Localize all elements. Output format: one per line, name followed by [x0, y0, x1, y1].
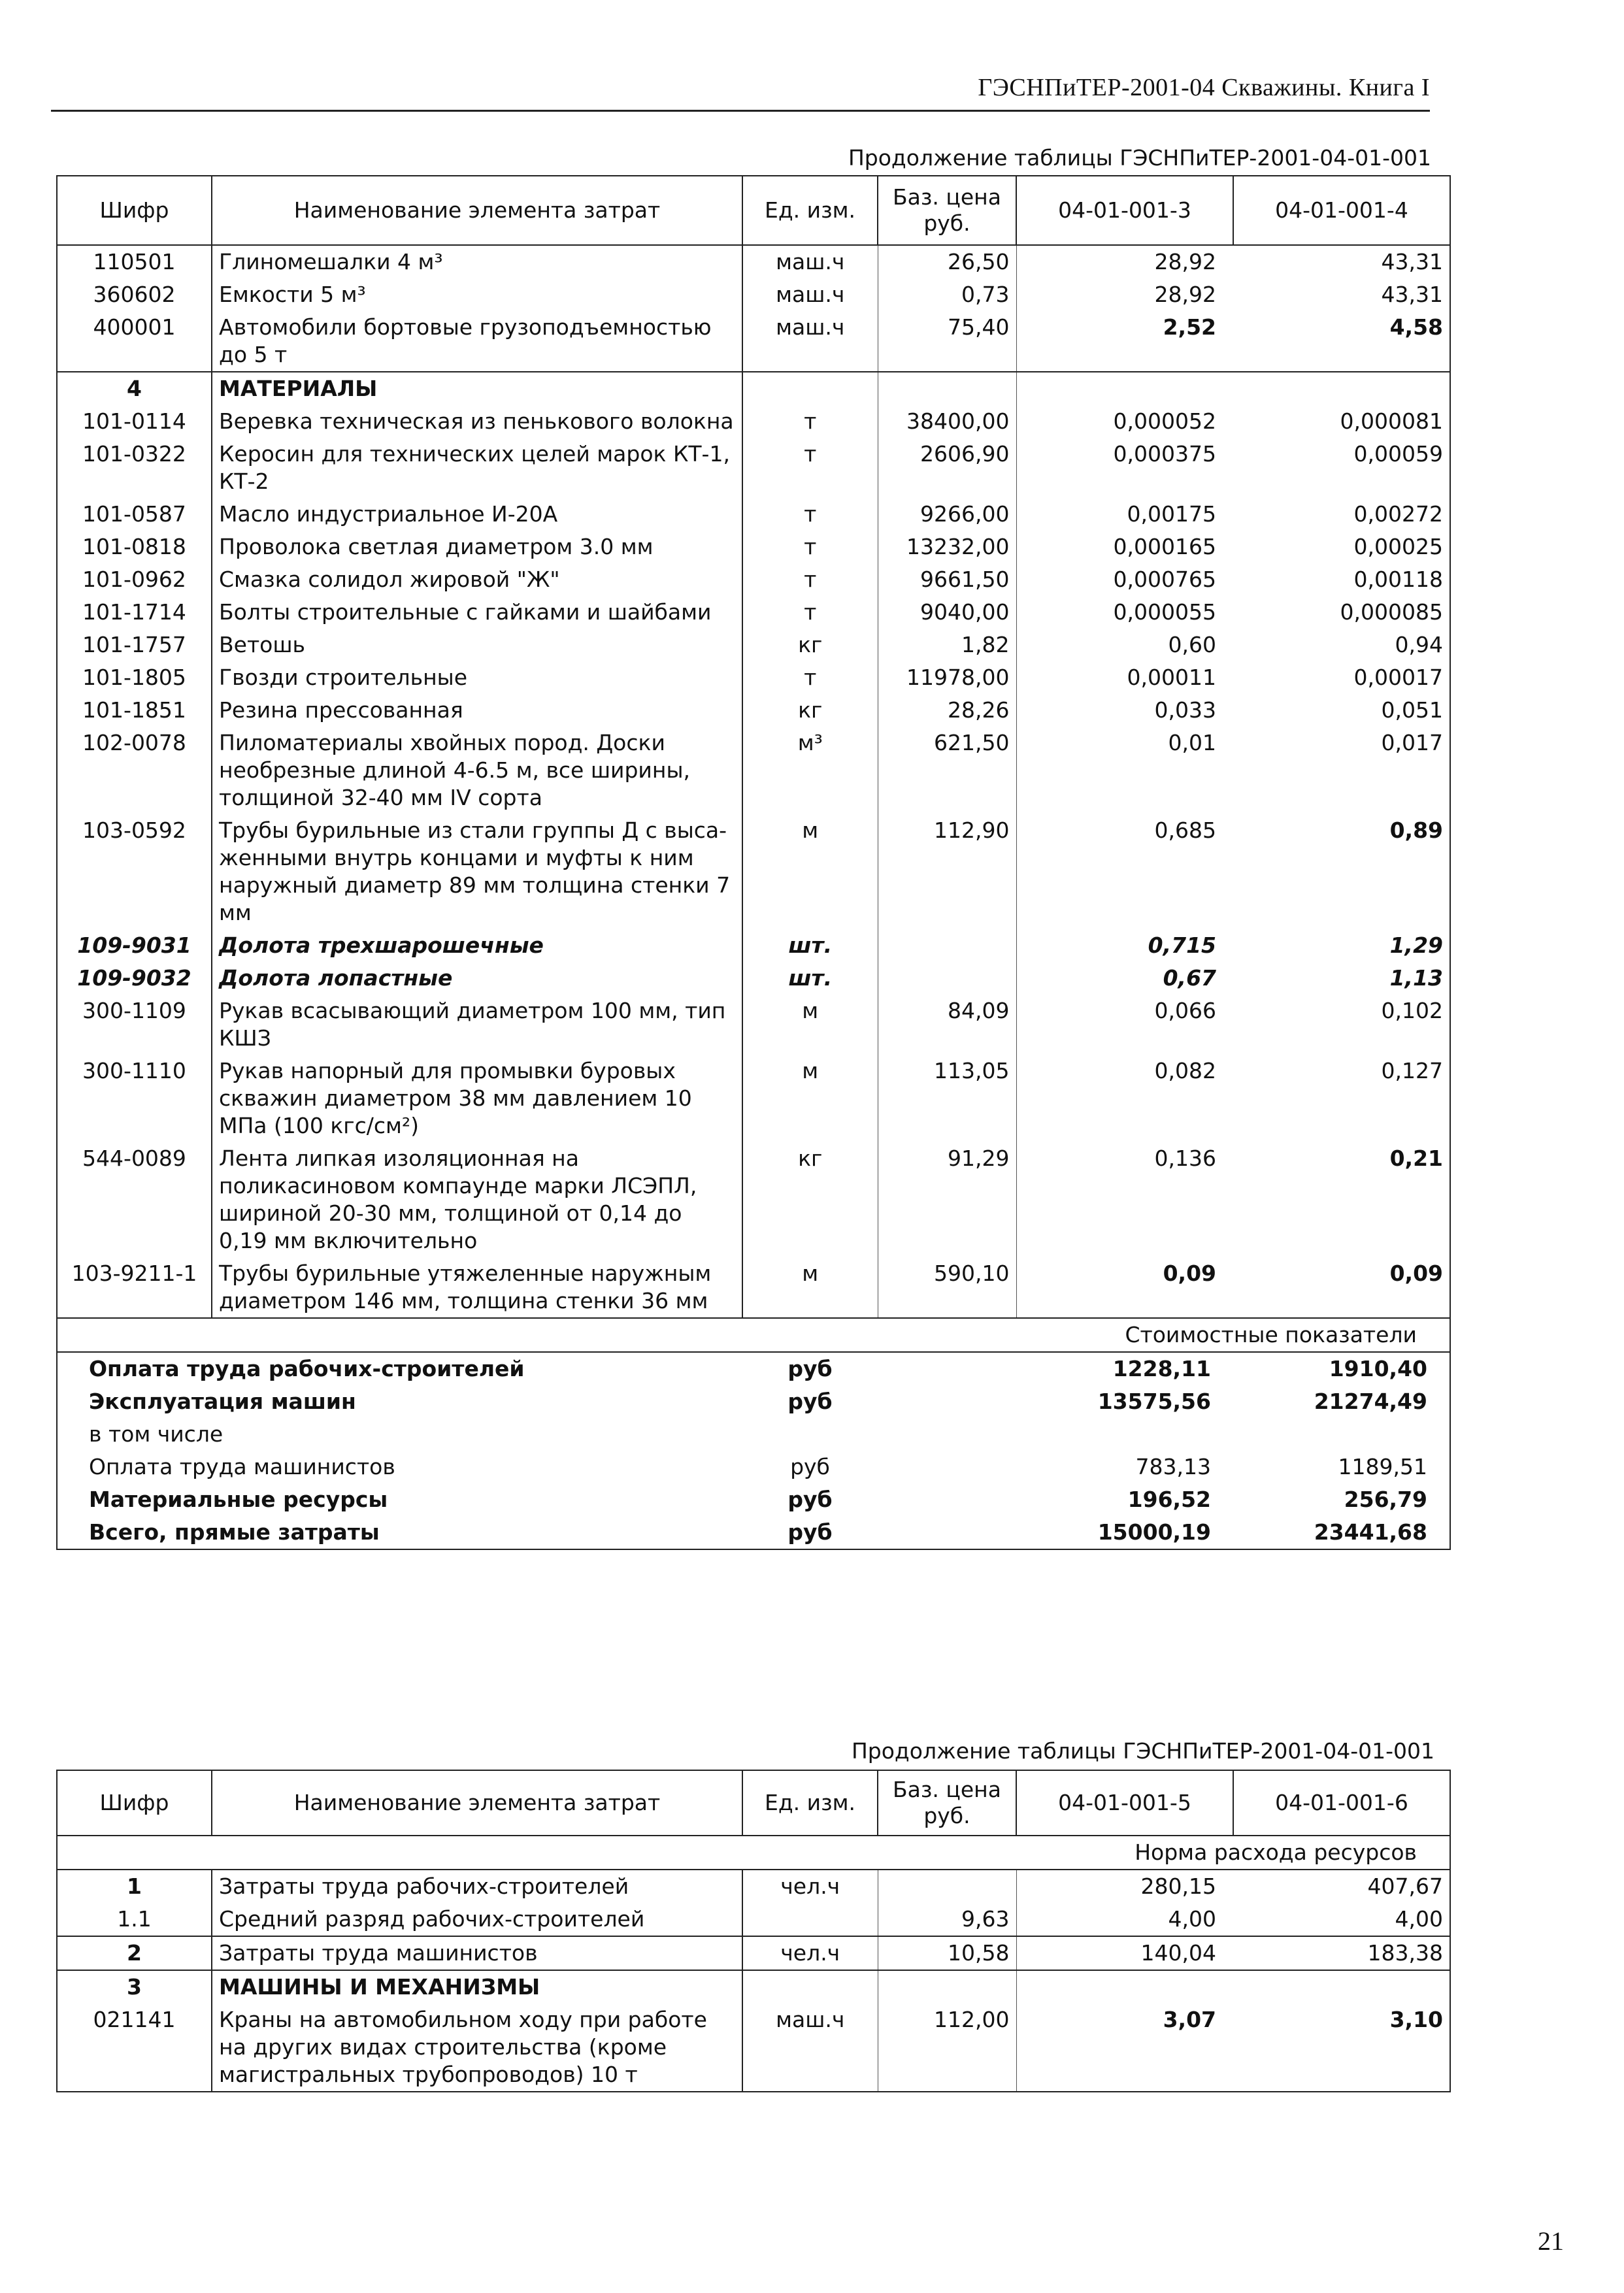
row-value-1: 0,136: [1154, 1146, 1216, 1171]
row-value-1: 28,92: [1154, 249, 1216, 274]
cost-caption: Стоимостные показатели: [57, 1318, 1450, 1352]
resource-table-2: [56, 1770, 1451, 2092]
row-value-2: 0,00272: [1233, 498, 1450, 531]
row-unit: маш.ч: [742, 278, 878, 311]
table-row: [57, 1055, 1450, 1142]
row-value-1: 0,00175: [1127, 501, 1216, 527]
summary-value-2: 21274,49: [1233, 1385, 1450, 1418]
row-value-1: 0,033: [1154, 697, 1216, 723]
row-value-1: 0,09: [1163, 1261, 1216, 1286]
row-value-2: 0,00017: [1233, 661, 1450, 694]
row-name: Затраты труда рабочих-строителей: [212, 1870, 742, 1903]
row-unit: м: [742, 1257, 878, 1318]
row-value-2: 0,00118: [1233, 563, 1450, 596]
norm-caption-row: [57, 1836, 1450, 1870]
row-code: 109-9032: [57, 962, 212, 995]
row-value-1: 0,000165: [1113, 534, 1216, 559]
table-row: [57, 405, 1450, 438]
row-name: Затраты труда машинистов: [212, 1936, 742, 1970]
row-code: 110501: [57, 245, 212, 278]
row-unit: т: [742, 405, 878, 438]
table-row: [57, 1870, 1450, 1903]
norm-caption: Норма расхода ресурсов: [57, 1836, 1450, 1870]
row-unit: т: [742, 596, 878, 629]
summary-unit: руб: [787, 1487, 833, 1512]
row-value-1: 2,52: [1016, 311, 1233, 372]
row-value-2: 0,94: [1233, 629, 1450, 661]
table-row: [57, 995, 1450, 1055]
row-unit: маш.ч: [742, 245, 878, 278]
row-value-1: 0,082: [1154, 1058, 1216, 1083]
table-row: [57, 814, 1450, 929]
row-price: 112,90: [878, 814, 1016, 929]
row-name: Болты строительные с гайками и шайбами: [212, 596, 742, 629]
page-number: 21: [1538, 2226, 1564, 2256]
row-value-1: 0,67: [1163, 965, 1216, 991]
row-value-1: 0,715: [1148, 932, 1216, 958]
row-unit: маш.ч: [742, 2004, 878, 2092]
row-price: 38400,00: [878, 405, 1016, 438]
col-unit-header: Ед. изм.: [742, 176, 878, 245]
row-value-1: 0,066: [1154, 998, 1216, 1023]
row-price: 112,00: [878, 2004, 1016, 2092]
summary-label: Материальные ресурсы: [57, 1483, 742, 1516]
row-price: 113,05: [878, 1055, 1016, 1142]
row-code: 101-0587: [57, 498, 212, 531]
row-name: Веревка техническая из пенькового волокна: [212, 405, 742, 438]
row-value-2: 4,00: [1233, 1903, 1450, 1936]
row-name: Пиломатериалы хвойных пород. Доски необрезные длиной 4-6.5 м, все ширины, толщиной 32-40 мм IV сорта: [212, 727, 742, 814]
row-value-1: 4,00: [1168, 1906, 1216, 1932]
row-code: 102-0078: [57, 727, 212, 814]
summary-row: [57, 1385, 1450, 1418]
row-value-1: 3,07: [1016, 2004, 1233, 2092]
table-row: [57, 962, 1450, 995]
summary-row: [57, 1483, 1450, 1516]
row-code: 300-1109: [57, 995, 212, 1055]
col-rate-5-header: 04-01-001-5: [1016, 1770, 1233, 1836]
summary-unit: руб: [742, 1516, 878, 1549]
row-name: Трубы бурильные из стали группы Д с выса-женными внутрь концами и муфты к ним наружный диаметр 89 мм толщина стенки 7 мм: [212, 814, 742, 929]
col-unit-header: Ед. изм.: [742, 1770, 878, 1836]
row-value-1: 28,92: [1154, 282, 1216, 307]
row-value-2: 1,29: [1233, 929, 1450, 962]
row-value-2: 0,000085: [1233, 596, 1450, 629]
row-value-2: 407,67: [1233, 1870, 1450, 1903]
row-code: 101-1757: [57, 629, 212, 661]
section-title: МАТЕРИАЛЫ: [212, 372, 742, 405]
row-name: Средний разряд рабочих-строителей: [212, 1903, 742, 1936]
row-value-2: 0,21: [1233, 1142, 1450, 1257]
section-row-machines: [57, 1970, 1450, 2004]
row-price: 28,26: [878, 694, 1016, 727]
row-name: Керосин для технических целей марок КТ-1, КТ-2: [212, 438, 742, 498]
row-value-1: 280,15: [1016, 1870, 1233, 1903]
table-row: [57, 531, 1450, 563]
summary-value-2: 23441,68: [1233, 1516, 1450, 1549]
row-value-2: 0,00059: [1233, 438, 1450, 498]
row-code: 109-9031: [57, 929, 212, 962]
row-name: Емкости 5 м³: [212, 278, 742, 311]
table-row: [57, 596, 1450, 629]
col-rate-3-header: 04-01-001-3: [1016, 176, 1233, 245]
row-name: Автомобили бортовые грузоподъемностью до 5 т: [212, 311, 742, 372]
row-name: Ветошь: [212, 629, 742, 661]
row-price: 91,29: [878, 1142, 1016, 1257]
table-row: [57, 694, 1450, 727]
row-unit: т: [742, 661, 878, 694]
row-price: 9040,00: [878, 596, 1016, 629]
summary-unit: руб: [790, 1454, 830, 1479]
row-name: Лента липкая изоляционная на поликасиновом компаунде марки ЛСЭПЛ, шириной 20-30 мм, толщиной от 0,14 до 0,19 мм включительно: [212, 1142, 742, 1257]
row-unit: м: [742, 1055, 878, 1142]
row-code: 021141: [57, 2004, 212, 2092]
row-price: 590,10: [878, 1257, 1016, 1318]
summary-label: Оплата труда рабочих-строителей: [57, 1352, 742, 1385]
row-value-2: 0,00025: [1233, 531, 1450, 563]
row-name: Долота трехшарошечные: [212, 929, 742, 962]
row-value-2: 1,13: [1233, 962, 1450, 995]
row-name: Краны на автомобильном ходу при работе на других видах строительства (кроме магистральных трубопроводов) 10 т: [212, 2004, 742, 2092]
row-code: 101-0818: [57, 531, 212, 563]
table-row: [57, 311, 1450, 372]
row-price: 621,50: [878, 727, 1016, 814]
col-name-header: Наименование элемента затрат: [212, 176, 742, 245]
section-code: 4: [57, 372, 212, 405]
row-name: Рукав напорный для промывки буровых скважин диаметром 38 мм давлением 10 МПа (100 кгс/см²): [212, 1055, 742, 1142]
row-unit: шт.: [742, 929, 878, 962]
summary-row: [57, 1451, 1450, 1483]
table-row: [57, 1257, 1450, 1318]
row-unit: т: [742, 563, 878, 596]
row-code: 400001: [57, 311, 212, 372]
row-price: 9661,50: [878, 563, 1016, 596]
summary-label: Оплата труда машинистов: [57, 1451, 742, 1483]
row-value-2: 183,38: [1233, 1936, 1450, 1970]
row-unit: м: [742, 814, 878, 929]
row-value-1: 0,60: [1168, 632, 1216, 657]
col-code-header: Шифр: [57, 176, 212, 245]
table-row: [57, 661, 1450, 694]
summary-value-1: 196,52: [1127, 1487, 1211, 1512]
row-unit: [742, 1903, 878, 1936]
row-value-2: 4,58: [1233, 311, 1450, 372]
row-code: 2: [57, 1936, 212, 1970]
col-code-header: Шифр: [57, 1770, 212, 1836]
row-name: Резина прессованная: [212, 694, 742, 727]
row-unit: т: [742, 531, 878, 563]
section-row-materials: [57, 372, 1450, 405]
row-unit: кг: [742, 629, 878, 661]
row-code: 101-1851: [57, 694, 212, 727]
row-code: 1.1: [57, 1903, 212, 1936]
row-code: 101-0962: [57, 563, 212, 596]
table-row: [57, 2004, 1450, 2092]
summary-label: в том числе: [57, 1418, 742, 1451]
col-price-header: Баз. цена руб.: [878, 176, 1016, 245]
row-value-1: 0,000375: [1113, 441, 1216, 467]
table-row: [57, 1936, 1450, 1970]
row-name: Глиномешалки 4 м³: [212, 245, 742, 278]
row-price: 9,63: [878, 1903, 1016, 1936]
col-rate-4-header: 04-01-001-4: [1233, 176, 1450, 245]
table-row: [57, 629, 1450, 661]
table2-continuation: Продолжение таблицы ГЭСНПиТЕР-2001-04-01-001: [851, 1738, 1434, 1764]
table-row: [57, 929, 1450, 962]
row-code: 103-9211-1: [57, 1257, 212, 1318]
section-code: 3: [57, 1970, 212, 2004]
row-code: 360602: [57, 278, 212, 311]
summary-row-total: [57, 1516, 1450, 1549]
row-unit: шт.: [742, 962, 878, 995]
row-value-2: 0,127: [1233, 1055, 1450, 1142]
row-value-1: 0,000052: [1113, 408, 1216, 434]
row-code: 101-0322: [57, 438, 212, 498]
row-value-1: 0,685: [1154, 817, 1216, 843]
row-unit: чел.ч: [742, 1936, 878, 1970]
summary-label: Всего, прямые затраты: [57, 1516, 742, 1549]
row-price: 9266,00: [878, 498, 1016, 531]
row-price: 10,58: [878, 1936, 1016, 1970]
summary-value-2: 256,79: [1233, 1483, 1450, 1516]
col-name-header: Наименование элемента затрат: [212, 1770, 742, 1836]
row-price: 84,09: [878, 995, 1016, 1055]
row-unit: м: [742, 995, 878, 1055]
row-value-1: 0,000055: [1113, 599, 1216, 625]
row-value-2: 3,10: [1233, 2004, 1450, 2092]
row-value-2: 43,31: [1233, 278, 1450, 311]
row-code: 544-0089: [57, 1142, 212, 1257]
summary-value-1: 783,13: [1135, 1454, 1211, 1479]
row-price: [878, 1870, 1016, 1903]
table1-continuation: Продолжение таблицы ГЭСНПиТЕР-2001-04-01-001: [848, 145, 1431, 171]
col-rate-6-header: 04-01-001-6: [1233, 1770, 1450, 1836]
row-value-2: 0,102: [1233, 995, 1450, 1055]
row-name: Гвозди строительные: [212, 661, 742, 694]
row-price: [878, 929, 1016, 962]
table-row: [57, 498, 1450, 531]
summary-value-1: 1228,11: [1016, 1352, 1233, 1385]
row-name: Смазка солидол жировой "Ж": [212, 563, 742, 596]
row-value-1: 140,04: [1016, 1936, 1233, 1970]
summary-label: Эксплуатация машин: [57, 1385, 742, 1418]
running-header: [51, 71, 1430, 112]
row-price: 75,40: [878, 311, 1016, 372]
row-price: 1,82: [878, 629, 1016, 661]
table-row: [57, 563, 1450, 596]
row-name: Рукав всасывающий диаметром 100 мм, тип КШЗ: [212, 995, 742, 1055]
header-title: ГЭСНПиТЕР-2001-04 Скважины. Книга I: [978, 74, 1430, 101]
row-unit: чел.ч: [742, 1870, 878, 1903]
row-unit: кг: [742, 1142, 878, 1257]
summary-value-1: 15000,19: [1016, 1516, 1233, 1549]
row-price: 26,50: [878, 245, 1016, 278]
row-unit: кг: [742, 694, 878, 727]
summary-unit: руб: [742, 1352, 878, 1385]
row-unit: т: [742, 438, 878, 498]
row-value-2: 0,017: [1233, 727, 1450, 814]
table-row: [57, 727, 1450, 814]
row-value-1: 0,00011: [1127, 665, 1216, 690]
row-price: 0,73: [878, 278, 1016, 311]
row-code: 103-0592: [57, 814, 212, 929]
row-code: 300-1110: [57, 1055, 212, 1142]
row-unit: м³: [742, 727, 878, 814]
row-price: 13232,00: [878, 531, 1016, 563]
resource-table-1: [56, 175, 1451, 1550]
table-row: [57, 1142, 1450, 1257]
summary-value-1: 13575,56: [1097, 1389, 1211, 1414]
summary-value-2: 1910,40: [1233, 1352, 1450, 1385]
table-row: [57, 245, 1450, 278]
table-row: [57, 1903, 1450, 1936]
summary-value-2: 1189,51: [1233, 1451, 1450, 1483]
table-row: [57, 438, 1450, 498]
row-value-1: 0,01: [1168, 730, 1216, 755]
col-price-header: Баз. цена руб.: [878, 1770, 1016, 1836]
row-price: 2606,90: [878, 438, 1016, 498]
row-value-2: 0,000081: [1233, 405, 1450, 438]
row-unit: т: [742, 498, 878, 531]
row-unit: маш.ч: [742, 311, 878, 372]
summary-row: [57, 1352, 1450, 1385]
cost-caption-row: [57, 1318, 1450, 1352]
row-value-2: 0,89: [1233, 814, 1450, 929]
row-name: Трубы бурильные утяжеленные наружным диаметром 146 мм, толщина стенки 36 мм: [212, 1257, 742, 1318]
row-name: Проволока светлая диаметром 3.0 мм: [212, 531, 742, 563]
summary-row: [57, 1418, 1450, 1451]
row-code: 101-1714: [57, 596, 212, 629]
row-name: Масло индустриальное И-20А: [212, 498, 742, 531]
row-value-2: 0,09: [1233, 1257, 1450, 1318]
row-value-2: 43,31: [1233, 245, 1450, 278]
row-name: Долота лопастные: [212, 962, 742, 995]
table-row: [57, 278, 1450, 311]
row-value-1: 0,000765: [1113, 567, 1216, 592]
section-title: МАШИНЫ И МЕХАНИЗМЫ: [212, 1970, 742, 2004]
row-code: 101-0114: [57, 405, 212, 438]
row-code: 1: [57, 1870, 212, 1903]
summary-unit: руб: [787, 1389, 833, 1414]
row-value-2: 0,051: [1233, 694, 1450, 727]
row-price: 11978,00: [878, 661, 1016, 694]
row-price: [878, 962, 1016, 995]
row-code: 101-1805: [57, 661, 212, 694]
